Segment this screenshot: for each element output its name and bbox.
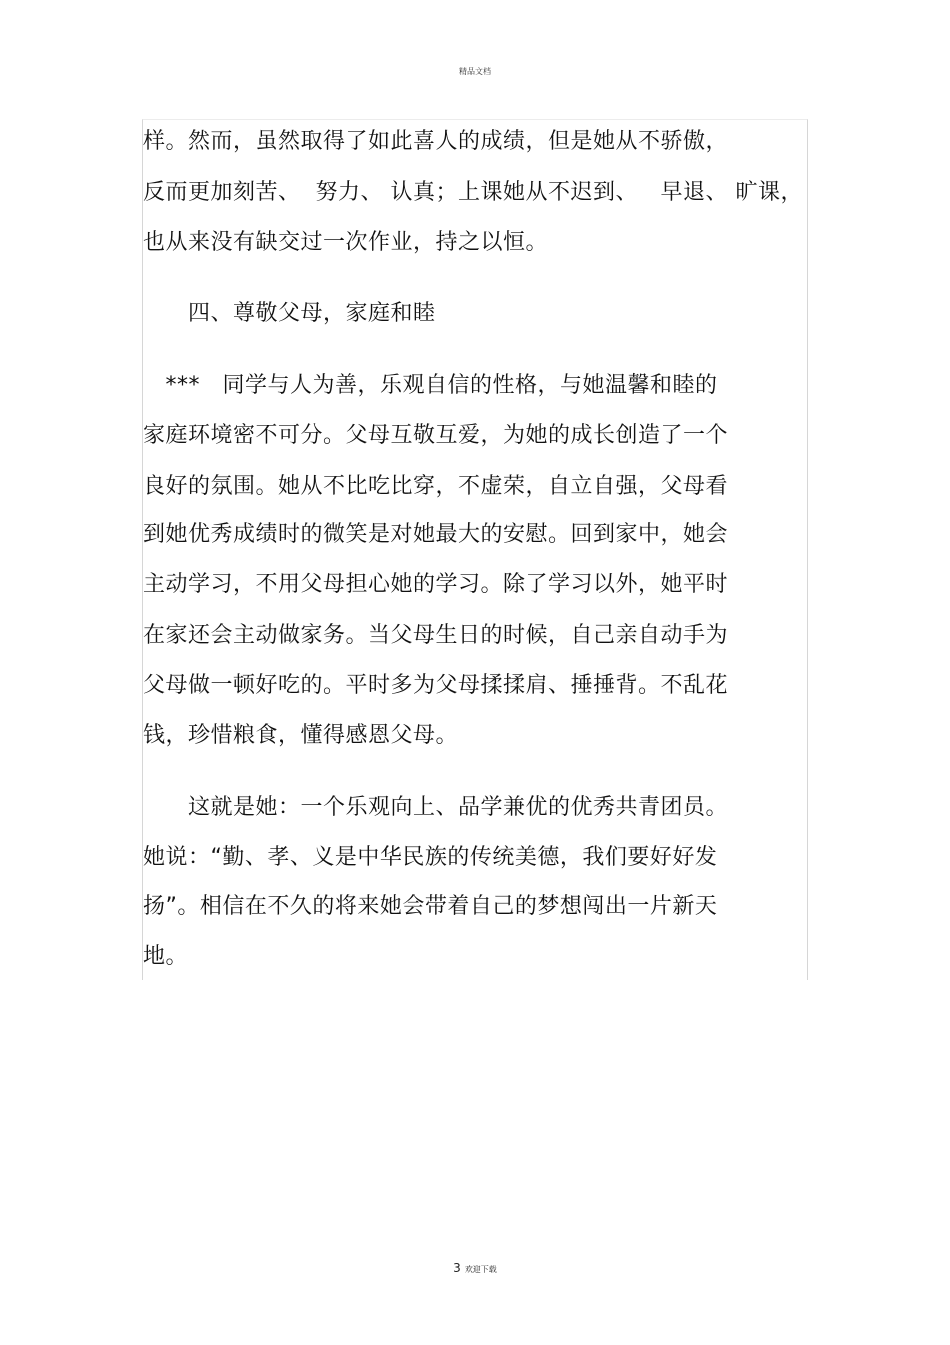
body-line-14: 她说：“勤、孝、义是中华民族的传统美德，我们要好好发	[143, 845, 718, 870]
body-line-13: 这就是她：一个乐观向上、品学兼优的优秀共青团员。	[143, 795, 729, 820]
body-line-9: 主动学习，不用父母担心她的学习。除了学习以外，她平时	[143, 572, 729, 597]
body-line-8: 到她优秀成绩时的微笑是对她最大的安慰。回到家中，她会	[143, 522, 729, 547]
body-line-16: 地。	[143, 944, 189, 969]
body-line-15: 扬”。相信在不久的将来她会带着自己的梦想闯出一片新天	[143, 894, 718, 919]
body-line-10: 在家还会主动做家务。当父母生日的时候，自己亲自动手为	[143, 623, 729, 648]
page-footer	[0, 1261, 950, 1275]
header-watermark: 精品文档	[459, 67, 491, 76]
body-line-3: 也从来没有缺交过一次作业，持之以恒。	[143, 230, 549, 255]
body-line-6: 家庭环境密不可分。父母互敬互爱，为她的成长创造了一个	[143, 423, 729, 448]
body-line-5: *** 同学与人为善，乐观自信的性格，与她温馨和睦的	[143, 373, 718, 398]
body-line-7: 良好的氛围。她从不比吃比穿，不虚荣，自立自强，父母看	[143, 474, 729, 499]
footer-label: 欢迎下载	[464, 1265, 497, 1274]
body-line-1: 样。然而，虽然取得了如此喜人的成绩，但是她从不骄傲，	[143, 129, 729, 154]
section-heading: 四、尊敬父母，家庭和睦	[143, 301, 436, 326]
body-line-2: 反而更加刻苦、 努力、 认真；上课她从不迟到、 早退、 旷课，	[143, 180, 803, 205]
page-number: 3	[453, 1261, 461, 1275]
body-line-12: 钱，珍惜粮食，懂得感恩父母。	[143, 723, 459, 748]
body-line-11: 父母做一顿好吃的。平时多为父母揉揉肩、捶捶背。不乱花	[143, 673, 729, 698]
